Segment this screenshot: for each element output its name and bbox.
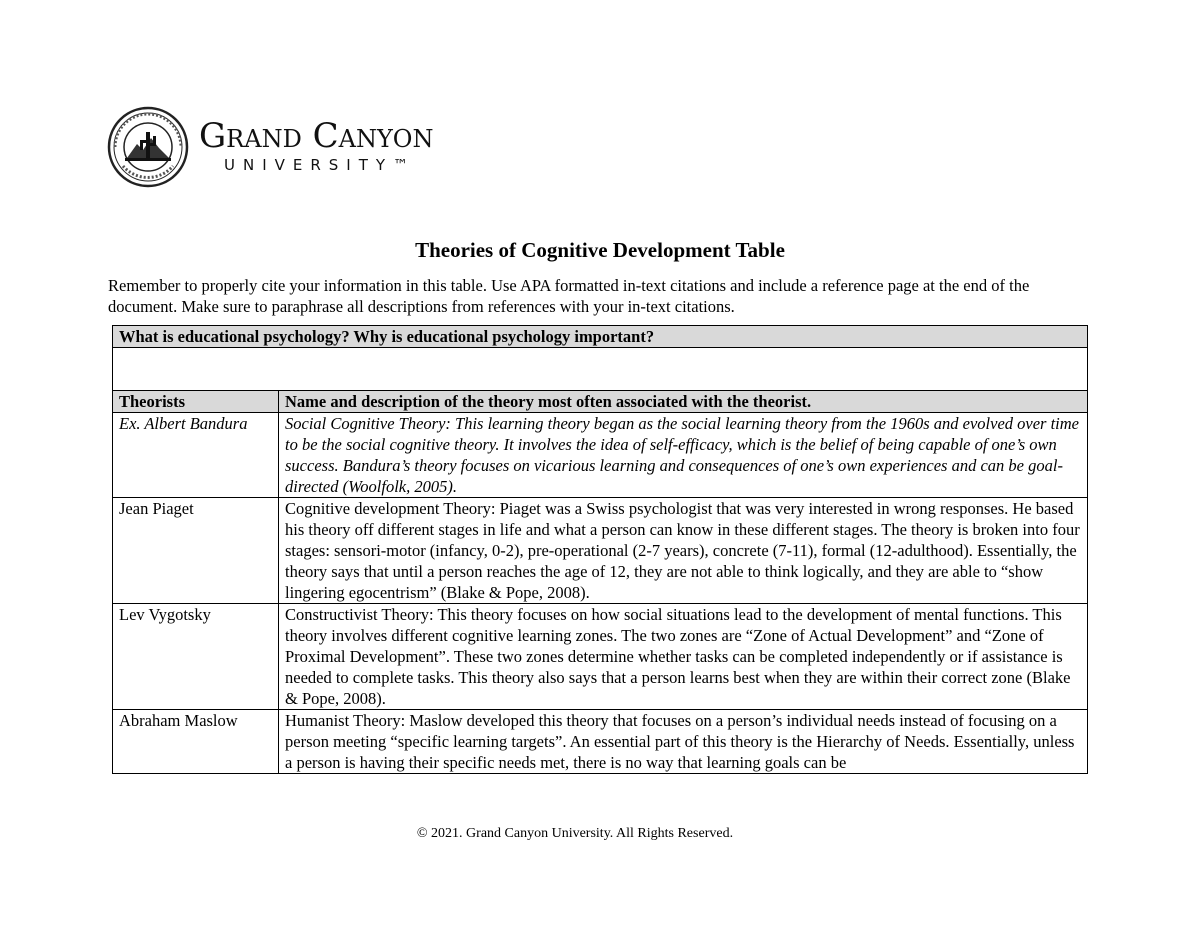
university-logo [107,106,433,188]
column-header-row [113,391,1088,413]
table-row [113,413,1088,498]
copyright-footer: © 2021. Grand Canyon University. All Rights Reserved. [416,826,734,841]
theorist-cell[interactable]: Jean Piaget [113,498,279,604]
theorist-cell: Ex. Albert Bandura [113,413,279,498]
theories-table [112,325,1088,774]
wordmark-university: UNIVERSITY™ [224,156,417,174]
wordmark-name: Grand Canyon [199,116,434,156]
table-row [113,604,1088,710]
intro-paragraph: Remember to properly cite your information in this table. Use APA formatted in-text citations and include a reference page at the end of the document. Make sure to paraphrase all descriptions from references with your in-text citations. [108,276,1030,316]
question-answer-cell[interactable] [113,348,1088,391]
table-row [113,710,1088,774]
theorist-cell[interactable]: Abraham Maslow [113,710,279,774]
question-header-row [113,326,1088,348]
description-cell[interactable]: Humanist Theory: Maslow developed this theory that focuses on a person’s individual needs instead of focusing on a person meeting “specific learning targets”. An essential part of this theory is the Hierarchy of Needs. Essentially, unless a person is having their specific needs met, there is no way that learning goals can be [279,710,1088,774]
university-seal-icon [107,106,189,188]
question-header: What is educational psychology? Why is educational psychology important? [113,326,1088,348]
description-cell[interactable]: Constructivist Theory: This theory focuses on how social situations lead to the development of mental functions. This theory involves different cognitive learning zones. The two zones are “Zone of Actual Development” and “Zone of Proximal Development”. These two zones determine whether tasks can be completed independently or if assistance is needed to complete tasks. This theory also says that a person learns best when they are within their correct zone (Blake & Pope, 2008). [279,604,1088,710]
theorists-header: Theorists [113,391,279,413]
question-answer-row [113,348,1088,391]
description-cell: Social Cognitive Theory: This learning theory began as the social learning theory from the 1960s and evolved over time to be the social cognitive theory. It involves the idea of self-efficacy, which is the belief of being capable of one’s own success. Bandura’s theory focuses on vicarious learning and consequences of one’s own experiences and can be goal-directed (Woolfolk, 2005). [279,413,1088,498]
theorist-cell[interactable]: Lev Vygotsky [113,604,279,710]
table-row [113,498,1088,604]
description-header: Name and description of the theory most often associated with the theorist. [279,391,1088,413]
university-wordmark [199,117,433,175]
description-cell[interactable]: Cognitive development Theory: Piaget was a Swiss psychologist that was very interested in wrong responses. He based his theory off different stages in life and what a person can know in these different stages. The theory is broken into four stages: sensori-motor (infancy, 0-2), pre-operational (2-7 years), concrete (7-11), formal (12-adulthood). Essentially, the theory says that until a person reaches the age of 12, they are not able to think logically, and they are able to “show lingering egocentrism” (Blake & Pope, 2008). [279,498,1088,604]
page-title: Theories of Cognitive Development Table [415,238,785,262]
